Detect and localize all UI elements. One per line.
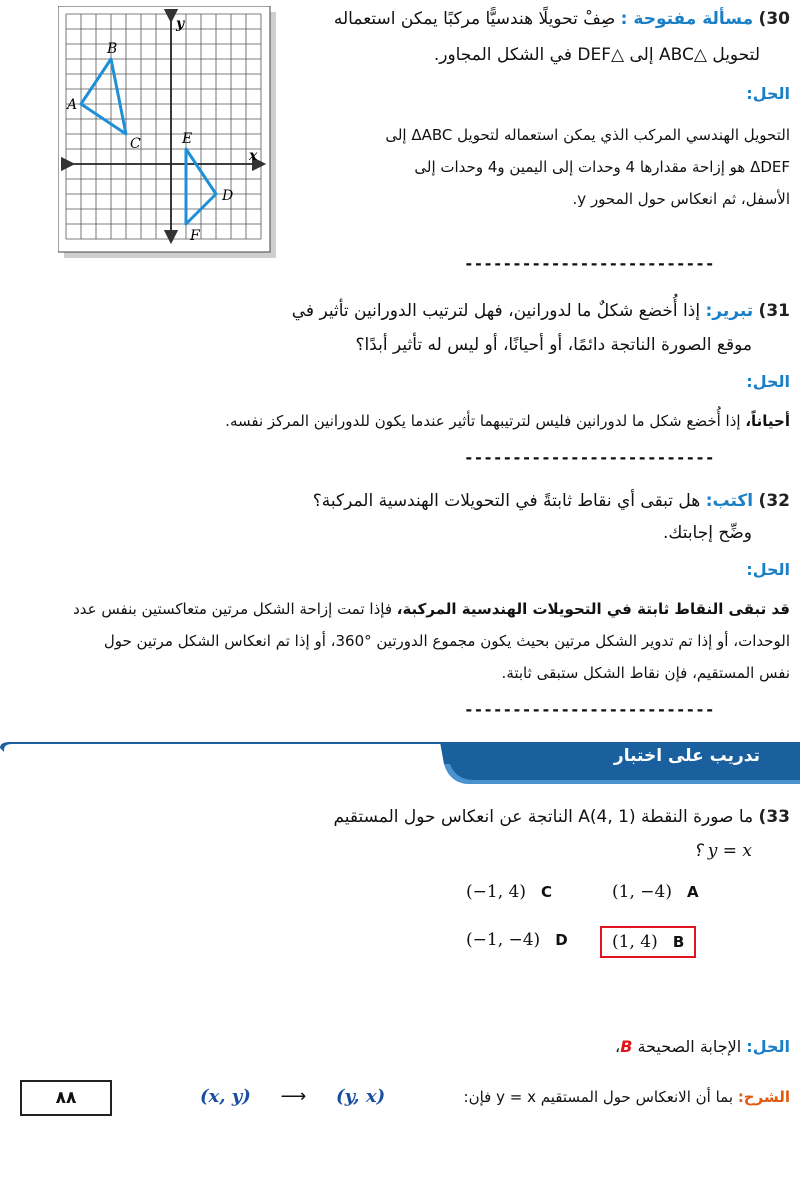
q32-number: 32) (758, 491, 790, 511)
q33-option-a-value: (1, −4) (612, 882, 672, 902)
q33-explanation-text: بما أن الانعكاس حول المستقيم y = x فإن: (463, 1088, 734, 1106)
q33-option-c-letter: C (541, 883, 553, 901)
q33-line1 (230, 802, 790, 832)
q32-label: اكتب: (705, 491, 754, 511)
graph-point-e: E (182, 131, 193, 147)
q31-solution-text: إذا أُخضع شكل ما لدورانين فليس لترتيبهما تأثير عندما يكون للدورانين المركز نفسه. (225, 412, 746, 430)
q32-line1 (230, 486, 790, 516)
page-number-box (20, 1080, 112, 1116)
q30-coordinate-graph (58, 6, 280, 262)
arrow-right-icon: ⟶ (280, 1086, 307, 1107)
q30-line1 (270, 4, 790, 34)
q33-line2: y = x ؟ (693, 841, 752, 861)
q33-option-d[interactable] (466, 930, 580, 950)
q33-mapping-from: (x, y) (200, 1086, 251, 1107)
q31-label: تبرير: (705, 301, 754, 321)
q33-solution-label: الحل: (746, 1037, 790, 1056)
q32-solution-label: الحل: (746, 560, 790, 579)
q32-line2: وضِّح إجابتك. (662, 523, 752, 543)
q32-solution-text-1: فإذا تمت إزاحة الشكل مرتين متعاكستين بنفس عدد (73, 600, 397, 618)
q33-option-d-value: (−1, −4) (466, 930, 541, 950)
separator-1: -------------------------- (464, 254, 715, 273)
q30-solution-line1: التحويل الهندسي المركب الذي يمكن استعماله لتحويل ΔABC إلى (385, 126, 790, 144)
q30-label: مسألة مفتوحة : (620, 9, 754, 29)
graph-point-a: A (67, 97, 78, 113)
q30-number: 30) (758, 9, 790, 29)
q33-option-a[interactable] (612, 882, 711, 902)
q30-line2: لتحويل △ABC إلى △DEF في الشكل المجاور. (433, 45, 760, 65)
q33-solution-text: الإجابة الصحيحة (637, 1037, 742, 1056)
graph-frame (58, 6, 270, 252)
q33-solution (390, 1032, 790, 1062)
q33-mapping (200, 1082, 385, 1112)
q33-option-d-letter: D (555, 931, 568, 949)
q33-option-a-letter: A (687, 883, 699, 901)
graph-point-d: D (222, 188, 234, 204)
q30-text-1: صِفْ تحويلًا هندسيًّا مركبًا يمكن استعماله (333, 9, 616, 29)
q33-option-c-value: (−1, 4) (466, 882, 526, 902)
q31-line1 (230, 296, 790, 326)
q33-mapping-to: (y, x) (336, 1086, 386, 1107)
graph-y-label: y (176, 16, 185, 32)
graph-point-b: B (107, 41, 118, 57)
q33-number: 33) (758, 807, 790, 827)
q31-number: 31) (758, 301, 790, 321)
separator-2: -------------------------- (464, 448, 715, 467)
q33-solution-letter: B (620, 1037, 633, 1056)
q31-solution-label: الحل: (746, 372, 790, 391)
q32-solution-line3: نفس المستقيم، فإن نقاط الشكل ستبقى ثابتة. (501, 664, 790, 682)
q33-option-b[interactable] (600, 926, 696, 958)
q33-option-c[interactable] (466, 882, 564, 902)
q33-text-1: ما صورة النقطة (A(4, 1 الناتجة عن انعكاس حول المستقيم (333, 807, 754, 827)
q33-explanation (390, 1082, 790, 1112)
q31-solution (10, 406, 790, 436)
page-number: ٨٨ (55, 1088, 77, 1108)
separator-3: -------------------------- (464, 700, 715, 719)
q33-option-b-value: (1, 4) (612, 932, 658, 952)
q30-solution-line3: الأسفل، ثم انعكاس حول المحور y. (572, 190, 790, 208)
q33-explanation-label: الشرح: (737, 1088, 790, 1106)
q31-solution-answer: أحياناً، (745, 412, 790, 430)
q33-solution-comma: ، (615, 1037, 621, 1056)
q32-solution-line2: الوحدات، أو إذا تم تدوير الشكل مرتين بحيث يكون مجموع الدورتين °360، أو إذا تم انعكاس الشكل مرتين حول (103, 632, 790, 650)
banner-title: تدريب على اختبار (613, 746, 760, 766)
q30-solution-label: الحل: (746, 84, 790, 103)
q32-solution-answer: قد تبقى النقاط ثابتة في التحويلات الهندسية المركبة، (396, 600, 790, 618)
q31-text-1: إذا أُخضع شكلٌ ما لدورانين، فهل لترتيب الدورانين تأثير في (291, 301, 701, 321)
q30-solution-line2: ΔDEF هو إزاحة مقدارها 4 وحدات إلى اليمين و4 وحدات إلى (414, 158, 790, 176)
q32-solution-line1 (10, 594, 790, 624)
graph-point-f: F (190, 228, 200, 244)
graph-point-c: C (130, 136, 141, 152)
q32-text-1: هل تبقى أي نقاط ثابتةً في التحويلات الهندسية المركبة؟ (312, 491, 701, 511)
q31-line2: موقع الصورة الناتجة دائمًا، أو أحيانًا، أو ليس له تأثير أبدًا؟ (355, 335, 752, 355)
q33-option-b-letter: B (672, 933, 685, 951)
graph-x-label: x (249, 148, 258, 164)
